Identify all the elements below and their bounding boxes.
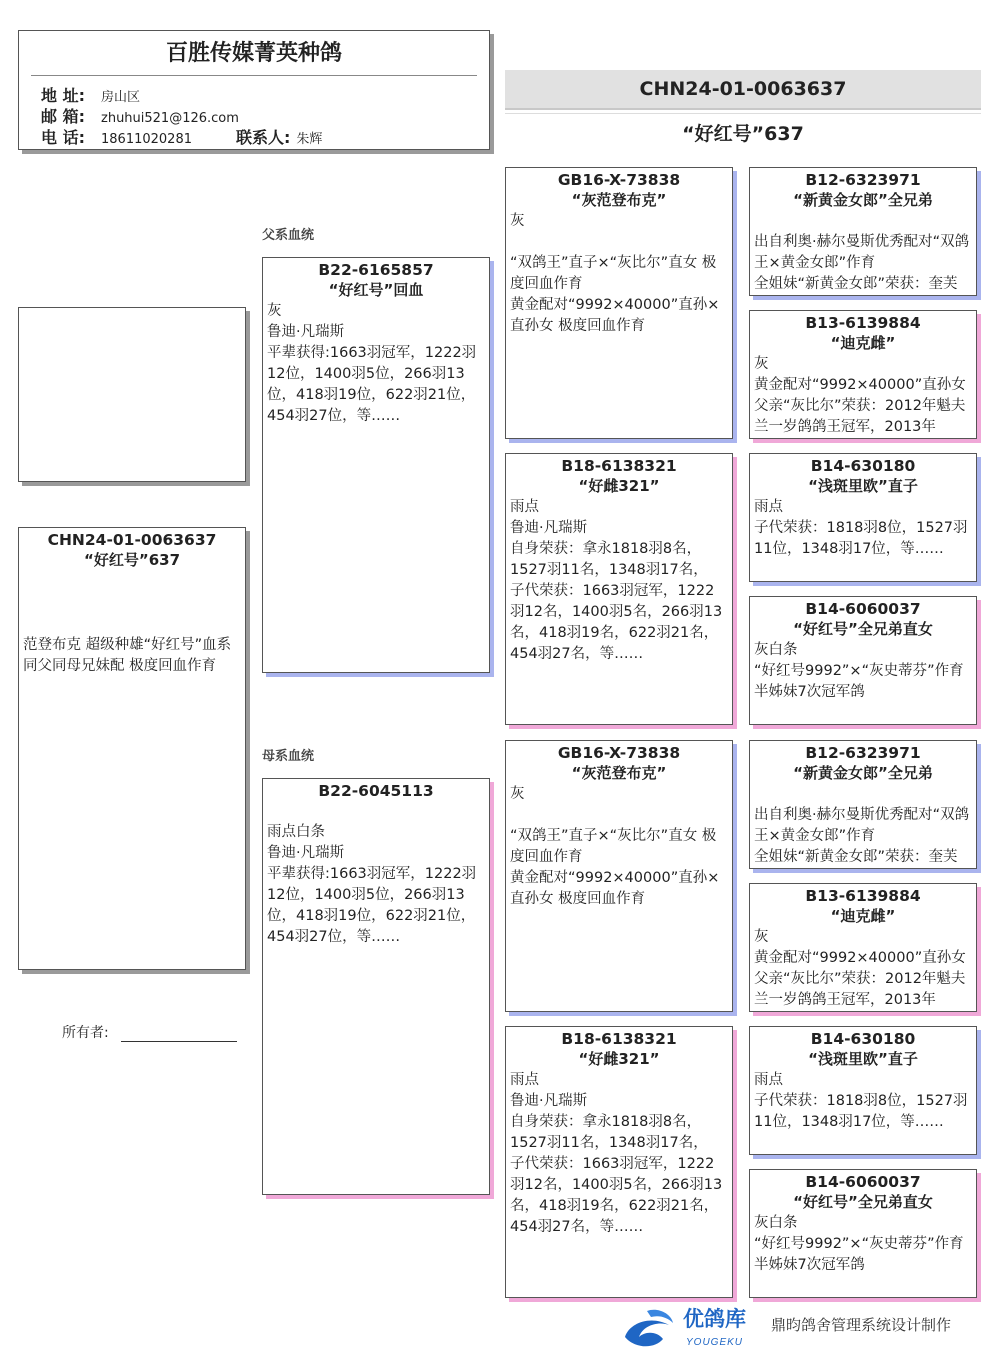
gp-sd-color: 雨点 [510, 499, 539, 515]
address-value: 房山区 [101, 90, 141, 105]
gp-ds-name: “灰范登布克” [571, 764, 667, 782]
sire-color: 灰 [267, 303, 282, 319]
ggp4-ring: B14-6060037 [805, 600, 921, 618]
gp-ds-strain [506, 805, 732, 826]
dam-results: 平辈获得:1663羽冠军，1222羽12位，1400羽5位，266羽13位，418羽19位，622羽21位，454羽27位，等…… [267, 866, 477, 945]
header-divider [31, 75, 477, 76]
gp-ds-color: 灰 [510, 786, 525, 802]
pigeon-photo-placeholder [18, 307, 246, 482]
gp-dd-ring: B18-6138321 [561, 1030, 677, 1048]
pigeon-swirl-icon [617, 1303, 767, 1351]
granddam-paternal-card [505, 453, 733, 725]
sire-card [262, 257, 490, 673]
sire-strain: 鲁迪·凡瑞斯 [267, 324, 345, 340]
ggp4-name: “好红号”全兄弟直女 [793, 620, 933, 638]
ggp5-sibling-results: 全姐妹“新黄金女郎”荣获：奎芙 [754, 849, 958, 865]
great-grandparent-card-8 [749, 1169, 977, 1298]
ggp4-sibling-note: 半姊妹7次冠军鸽 [754, 684, 865, 700]
ggp1-ring: B12-6323971 [805, 171, 921, 189]
gp-dd-name: “好雌321” [578, 1050, 660, 1068]
logo-cn-text: 优鸽库 [683, 1308, 746, 1331]
gp-ss-pairing: 黄金配对“9992×40000”直孙×直孙女 极度回血作育 [510, 297, 720, 334]
ggp7-ring: B14-630180 [810, 1030, 916, 1048]
ggp3-offspring-results: 子代荣获：1818羽8位，1527羽11位，1348羽17位，等…… [754, 520, 968, 557]
email-value[interactable]: zhuhui521@126.com [101, 111, 239, 126]
ggp7-color: 雨点 [754, 1072, 783, 1088]
ggp5-name: “新黄金女郎”全兄弟 [793, 764, 933, 782]
banner-divider [505, 113, 981, 114]
ggp3-color: 雨点 [754, 499, 783, 515]
ggp5-color [750, 784, 976, 805]
phone-row [41, 127, 322, 150]
subject-name: “好红号”637 [83, 551, 181, 569]
address-label: 地 址: [41, 86, 85, 105]
ggp8-breeding: “好红号9992”×“灰史蒂芬”作育 [754, 1236, 964, 1252]
gp-dd-offspring-results: 子代荣获：1663羽冠军，1222羽12名，1400羽5名，266羽13名，418羽19名，622羽21名，454羽27名，等…… [510, 1156, 723, 1235]
ggp2-name: “迪克雌” [830, 334, 896, 352]
ggp6-pairing: 黄金配对“9992×40000”直孙女 [754, 950, 966, 966]
email-label: 邮 箱: [41, 107, 85, 126]
owner-field [62, 1022, 237, 1042]
footer-credit: 鼎昀鸽舍管理系统设计制作 [771, 1316, 952, 1334]
ggp6-sire-results: 父亲“灰比尔”荣获：2012年魁夫兰一岁鸽鸽王冠军，2013年 [754, 971, 966, 1008]
dam-card [262, 778, 490, 1195]
address-row [41, 85, 140, 108]
ggp1-color [750, 211, 976, 232]
gp-ds-pairing: 黄金配对“9992×40000”直孙×直孙女 极度回血作育 [510, 870, 720, 907]
ggp7-offspring-results: 子代荣获：1818羽8位，1527羽11位，1348羽17位，等…… [754, 1093, 968, 1130]
ggp6-color: 灰 [754, 929, 769, 945]
phone-label: 电 话: [41, 128, 85, 147]
ggp8-sibling-note: 半姊妹7次冠军鸽 [754, 1257, 865, 1273]
great-grandparent-card-4 [749, 596, 977, 725]
dam-ring: B22-6045113 [318, 782, 434, 800]
ggp6-name: “迪克雌” [830, 907, 896, 925]
sire-line-label: 父系血统 [262, 228, 315, 243]
ggp1-name: “新黄金女郎”全兄弟 [793, 191, 933, 209]
gp-sd-strain: 鲁迪·凡瑞斯 [510, 520, 588, 536]
sire-ring: B22-6165857 [318, 261, 434, 279]
gp-ds-breeding: “双鸽王”直子×“灰比尔”直女 极度回血作育 [510, 828, 717, 865]
owner-label: 所有者: [62, 1025, 109, 1041]
gp-ss-breeding: “双鸽王”直子×“灰比尔”直女 极度回血作育 [510, 255, 717, 292]
pigeon-name-heading: “好红号”637 [682, 123, 804, 145]
grandsire-maternal-card [505, 740, 733, 1012]
great-grandparent-card-1 [749, 167, 977, 296]
ggp2-pairing: 黄金配对“9992×40000”直孙女 [754, 377, 966, 393]
contact-label: 联系人: [235, 128, 291, 147]
ggp4-color: 灰白条 [754, 642, 798, 658]
ggp1-sibling-results: 全姐妹“新黄金女郎”荣获：奎芙 [754, 276, 958, 292]
great-grandparent-card-2 [749, 310, 977, 439]
gp-ds-ring: GB16-X-73838 [557, 744, 681, 762]
gp-sd-own-results: 自身荣获：拿永1818羽8名，1527羽11名，1348羽17名， [510, 541, 708, 578]
gp-sd-name: “好雌321” [578, 477, 660, 495]
grandsire-paternal-card [505, 167, 733, 439]
dam-line-label: 母系血统 [262, 749, 315, 764]
ggp4-breeding: “好红号9992”×“灰史蒂芬”作育 [754, 663, 964, 679]
dam-name [263, 801, 489, 822]
gp-ss-strain [506, 232, 732, 253]
breeder-info-card [18, 30, 490, 150]
ggp5-ring: B12-6323971 [805, 744, 921, 762]
ggp6-ring: B13-6139884 [805, 887, 921, 905]
subject-pigeon-card [18, 527, 246, 970]
gp-sd-offspring-results: 子代荣获：1663羽冠军，1222羽12名，1400羽5名，266羽13名，418羽19名，622羽21名，454羽27名，等…… [510, 583, 723, 662]
great-grandparent-card-5 [749, 740, 977, 869]
dam-color: 雨点白条 [267, 824, 325, 840]
gp-dd-color: 雨点 [510, 1072, 539, 1088]
sire-name: “好红号”回血 [328, 281, 424, 299]
ggp3-ring: B14-630180 [810, 457, 916, 475]
ggp8-ring: B14-6060037 [805, 1173, 921, 1191]
gp-dd-own-results: 自身荣获：拿永1818羽8名，1527羽11名，1348羽17名， [510, 1114, 708, 1151]
ggp8-color: 灰白条 [754, 1215, 798, 1231]
subject-ring: CHN24-01-0063637 [47, 531, 217, 549]
granddam-maternal-card [505, 1026, 733, 1298]
email-row [41, 106, 239, 129]
gp-ss-name: “灰范登布克” [571, 191, 667, 209]
yougeku-logo [617, 1303, 767, 1351]
sire-results: 平辈获得:1663羽冠军，1222羽12位，1400羽5位，266羽13位，418羽19位，622羽21位，454羽27位，等…… [267, 345, 477, 424]
gp-sd-ring: B18-6138321 [561, 457, 677, 475]
ggp3-name: “浅斑里欧”直子 [808, 477, 918, 495]
logo-en-text: YOUGEKU [686, 1337, 744, 1348]
gp-dd-strain: 鲁迪·凡瑞斯 [510, 1093, 588, 1109]
owner-signature-line[interactable] [121, 1027, 237, 1042]
pigeon-ring-banner: CHN24-01-0063637 [505, 70, 981, 110]
great-grandparent-card-3 [749, 453, 977, 582]
ggp7-name: “浅斑里欧”直子 [808, 1050, 918, 1068]
subject-description: 范登布克 超级种雄“好红号”血系 同父同母兄妹配 极度回血作育 [23, 637, 232, 674]
phone-value[interactable]: 18611020281 [101, 132, 192, 147]
great-grandparent-card-7 [749, 1026, 977, 1155]
great-grandparent-card-6 [749, 883, 977, 1012]
ggp2-color: 灰 [754, 356, 769, 372]
ggp5-breeding: 出自利奥·赫尔曼斯优秀配对“双鸽王×黄金女郎”作育 [754, 807, 970, 844]
breeder-title: 百胜传媒菁英种鸽 [165, 41, 342, 66]
contact-value: 朱辉 [296, 132, 323, 147]
ggp8-name: “好红号”全兄弟直女 [793, 1193, 933, 1211]
dam-strain: 鲁迪·凡瑞斯 [267, 845, 345, 861]
ggp2-ring: B13-6139884 [805, 314, 921, 332]
gp-ss-ring: GB16-X-73838 [557, 171, 681, 189]
ggp1-breeding: 出自利奥·赫尔曼斯优秀配对“双鸽王×黄金女郎”作育 [754, 234, 970, 271]
gp-ss-color: 灰 [510, 213, 525, 229]
ggp2-sire-results: 父亲“灰比尔”荣获：2012年魁夫兰一岁鸽鸽王冠军，2013年 [754, 398, 966, 435]
